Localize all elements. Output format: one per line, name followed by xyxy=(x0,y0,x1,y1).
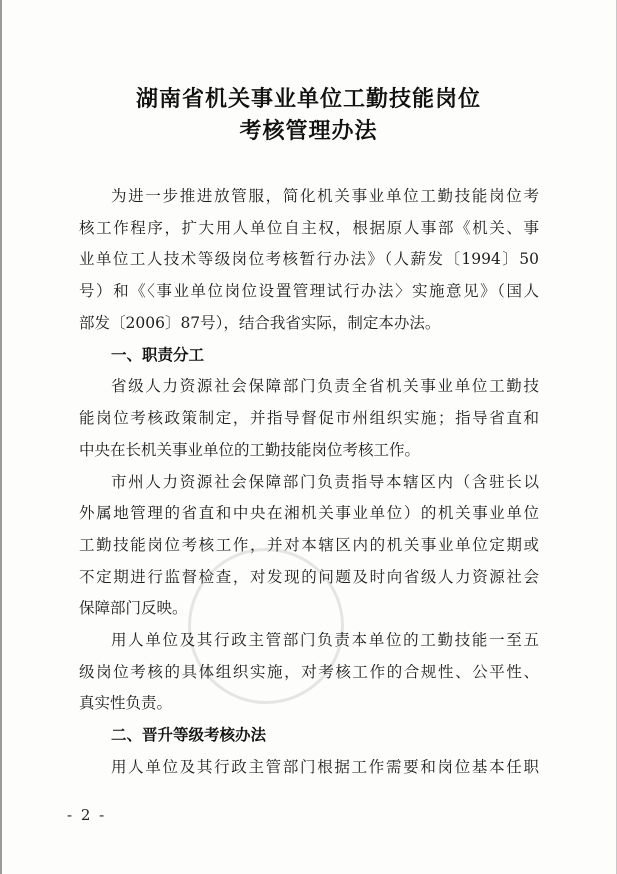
section1-para2-line: 保障部门反映。 xyxy=(79,599,188,617)
intro-line: 核工作程序，扩大用人单位自主权，根据原人事部《机关、事 xyxy=(79,219,539,237)
section-heading-1: 一、职责分工 xyxy=(111,346,205,364)
section1-para1-line: 省级人力资源社会保障部门负责全省机关事业单位工勤技 xyxy=(111,377,539,395)
section-heading-2: 二、晋升等级考核办法 xyxy=(111,726,267,744)
intro-line: 号）和《〈事业单位岗位设置管理试行办法〉实施意见》（国人 xyxy=(79,282,539,300)
document-title-line-1: 湖南省机关事业单位工勤技能岗位 xyxy=(135,87,481,112)
section1-para2-line: 外属地管理的省直和中央在湘机关事业单位）的机关事业单位 xyxy=(79,504,539,522)
section1-para2-line: 工勤技能岗位考核工作，并对本辖区内的机关事业单位定期或 xyxy=(79,536,539,554)
section1-para2-line: 市州人力资源社会保障部门负责指导本辖区内（含驻长以 xyxy=(111,473,539,491)
section2-para1-line: 用人单位及其行政主管部门根据工作需要和岗位基本任职 xyxy=(111,758,539,776)
intro-line: 部发〔2006〕87号），结合我省实际，制定本办法。 xyxy=(79,314,441,332)
section1-para2-line: 不定期进行监督检查，对发现的问题及时向省级人力资源社会 xyxy=(79,568,539,586)
page-left-edge xyxy=(0,0,2,874)
page-number: - 2 - xyxy=(67,806,107,824)
section1-para3-line: 真实性负责。 xyxy=(79,694,173,712)
section1-para1-line: 能岗位考核政策制定，并指导督促市州组织实施；指导省直和 xyxy=(79,409,539,427)
document-title-line-2: 考核管理办法 xyxy=(239,119,378,144)
intro-line: 业单位工人技术等级岗位考核暂行办法》（人薪发〔1994〕50 xyxy=(79,250,539,268)
section1-para3-line: 级岗位考核的具体组织实施，对考核工作的合规性、公平性、 xyxy=(79,663,539,681)
intro-line: 为进一步推进放管服，简化机关事业单位工勤技能岗位考 xyxy=(111,187,539,205)
section1-para1-line: 中央在长机关事业单位的工勤技能岗位考核工作。 xyxy=(79,441,421,459)
section1-para3-line: 用人单位及其行政主管部门负责本单位的工勤技能一至五 xyxy=(111,631,539,649)
